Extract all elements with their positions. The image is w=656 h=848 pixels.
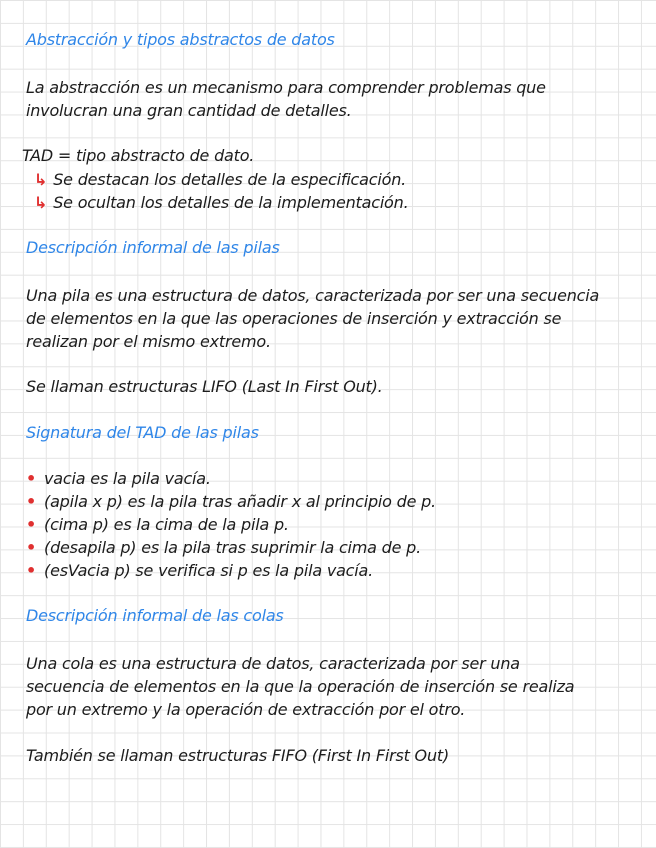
paragraph-pilas-line-2: de elementos en la que las operaciones de inserción y extracción se [26,309,562,328]
lifo-line: Se llaman estructuras LIFO (Last In First Out). [26,377,383,396]
signature-item-text: (apila x p) es la pila tras añadir x al principio de p. [44,492,436,511]
list-item [26,538,421,558]
heading-signatura: Signatura del TAD de las pilas [26,423,259,442]
fifo-line: También se llaman estructuras FIFO (First In First Out) [26,746,450,765]
heading-colas: Descripción informal de las colas [26,606,284,625]
paragraph-pilas-line-3: realizan por el mismo extremo. [26,332,271,351]
signature-item-text: (esVacia p) se verifica si p es la pila vacía. [44,561,374,580]
signature-item-text: (cima p) es la cima de la pila p. [44,515,289,534]
list-item [26,492,436,512]
bullet-icon: • [26,538,37,557]
arrow-icon: ↳ [34,193,48,212]
arrow-icon: ↳ [34,170,48,189]
heading-pilas: Descripción informal de las pilas [26,238,280,257]
bullet-icon: • [26,561,37,580]
tad-definition: TAD = tipo abstracto de dato. [22,146,255,165]
heading-abstraccion: Abstracción y tipos abstractos de datos [26,30,335,49]
bullet-icon: • [26,492,37,511]
paragraph-colas-line-3: por un extremo y la operación de extracción por el otro. [26,700,466,719]
bullet-icon: • [26,469,37,488]
tad-point-1 [34,170,406,190]
paragraph-abstraccion-line-2: involucran una gran cantidad de detalles. [26,101,352,120]
signature-item-text: (desapila p) es la pila tras suprimir la cima de p. [44,538,421,557]
paragraph-colas-line-1: Una cola es una estructura de datos, caracterizada por ser una [26,654,520,673]
list-item [26,469,211,489]
tad-point-2-text: Se ocultan los detalles de la implementación. [53,193,409,212]
tad-point-1-text: Se destacan los detalles de la especificación. [53,170,407,189]
paragraph-colas-line-2: secuencia de elementos en la que la operación de inserción se realiza [26,677,575,696]
bullet-icon: • [26,515,37,534]
list-item [26,561,373,581]
paragraph-abstraccion-line-1: La abstracción es un mecanismo para comprender problemas que [26,78,546,97]
list-item [26,515,289,535]
tad-point-2 [34,193,408,213]
signature-item-text: vacia es la pila vacía. [44,469,211,488]
paragraph-pilas-line-1: Una pila es una estructura de datos, caracterizada por ser una secuencia [26,286,600,305]
